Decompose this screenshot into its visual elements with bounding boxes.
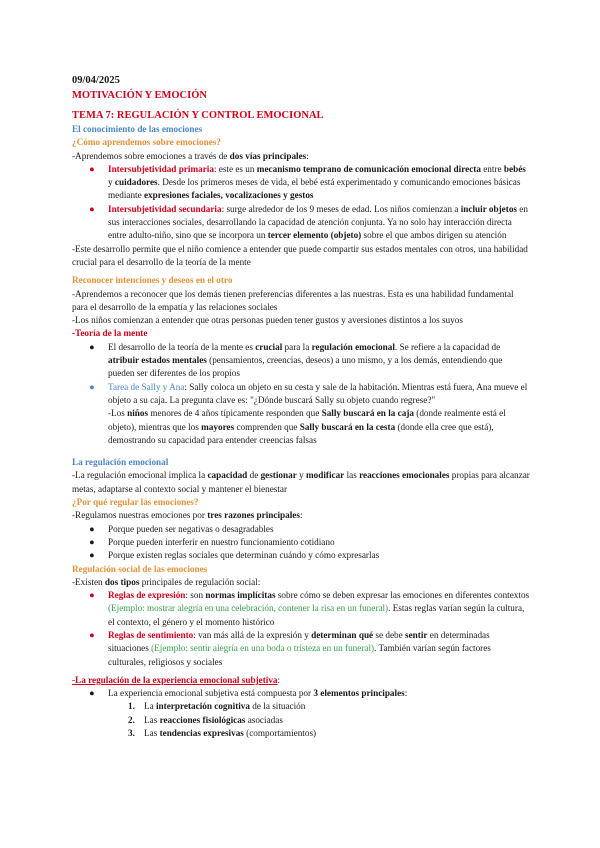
list-item: ● La experiencia emocional subjetiva está compuesta por 3 elementos principales: [72,687,530,700]
section-heading-regulacion-social: Regulación social de las emociones [72,563,208,574]
list-item: 2. Las reacciones fisiológicas asociadas [128,714,283,725]
paragraph: -Regulamos nuestras emociones por tres razones principales: [72,510,303,521]
paragraph: -La regulación emocional implica la capacidad de gestionar y modificar las reacciones emocionales propias para alcanzar metas, adaptarse al contexto social y mantener el bienestar [72,470,530,494]
question-por-que: ¿Por qué regular las emociones? [72,497,199,508]
bullet-icon: ● [89,523,95,534]
section-heading-experiencia: -La regulación de la experiencia emocional subjetiva: [72,674,281,685]
subheading-teoria-mente: -Teoría de la mente [72,328,148,339]
list-item: ● Intersubjetividad secundaria: surge alrededor de los 9 meses de edad. Los niños comienzan a incluir objetos en sus interacciones sociales, desarrollando la capacidad de atención conjunta. Ya no solo hay interacción directa entre adulto-niño, sino que se incorpora un tercer elemento (objeto) sobre el que ambos dirigen su atención [89,203,528,241]
list-item: ● Intersubjetividad primaria: este es un mecanismo temprano de comunicación emocional directa entre bebés y cuidadores. Desde los primeros meses de vida, el bebé está experimentado y comunicando emociones básicas mediante expresiones faciales, vocalizaciones y gestos [89,163,526,201]
paragraph: -Aprendemos a reconocer que los demás tienen preferencias diferentes a las nuestras. Esta es una habilidad fundamental para el desarrollo de la empatía y las relaciones sociales [72,288,514,312]
list-item: 1. La interpretación cognitiva de la situación [128,701,306,712]
list-item: ● Porque pueden ser negativas o desagradables [72,523,530,536]
bullet-icon: ● [89,590,95,601]
date: 09/04/2025 [72,75,120,86]
paragraph-closing: -Este desarrollo permite que el niño comience a entender que puede compartir sus estados mentales con otros, una habilidad crucial para el desarrollo de la teoría de la mente [72,243,528,267]
bullet-icon: ● [89,629,95,640]
list-item: ● Porque pueden interferir en nuestro funcionamiento cotidiano [72,536,530,549]
bullet-icon: ● [89,381,95,392]
document-page [72,73,530,740]
list-item: ● Reglas de expresión: son normas implícitas sobre cómo se deben expresar las emociones en diferentes contextos (Ejemplo: mostrar alegría en una celebración, contener la risa en un funeral). Estas reglas varían según la cultura, el contexto, el género y el momento histórico [89,590,530,627]
list-reglas [72,589,530,669]
bullet-icon: ● [89,688,95,699]
question-aprendemos: ¿Cómo aprendemos sobre emociones? [72,137,221,148]
list-item: ● Tarea de Sally y Ana: Sally coloca un objeto en su cesta y sale de la habitación. Mientras está fuera, Ana mueve el objeto a su caja. La pregunta clave es: "¿Dónde buscará Sally su objeto cuando regrese?" -Los niños menores de 4 años típicamente responden que Sally buscará en la caja (donde realmente está el objeto), mientras que los mayores comprenden que Sally buscará en la cesta (donde ella cree que está), demostrando su capacidad para entender creencias falsas [89,381,528,445]
paragraph: -Existen dos tipos principales de regulación social: [72,576,261,587]
list-razones [72,523,530,563]
list-item: ● Porque existen reglas sociales que determinan cuándo y cómo expresarlas [72,549,530,562]
section-heading-regulacion: La regulación emocional [72,457,169,468]
topic-title: TEMA 7: REGULACIÓN Y CONTROL EMOCIONAL [72,110,324,121]
subject-title: MOTIVACIÓN Y EMOCIÓN [72,90,207,101]
bullet-icon: ● [89,341,95,352]
list-teoria-mente [72,341,530,447]
list-item: ● El desarrollo de la teoría de la mente es crucial para la regulación emocional. Se refiere a la capacidad de atribuir estados mentales (pensamientos, creencias, deseos) a uno mismo, y a los demás, entendiendo que pueden ser diferentes de los propios [89,341,503,379]
section-heading-intenciones: Reconocer intenciones y deseos en el otro [72,275,233,286]
list-item: 3. Las tendencias expresivas (comportamientos) [128,728,317,739]
numbered-list-elementos [72,700,530,740]
list-experiencia [72,687,530,700]
list-item: ● Reglas de sentimiento: van más allá de la expresión y determinan qué se debe sentir en determinadas situaciones (Ejemplo: sentir alegría en una boda o tristeza en un funeral). También varían según factores culturales, religiosos y sociales [89,629,491,667]
bullet-icon: ● [89,203,95,214]
paragraph: -Los niños comienzan a entender que otras personas pueden tener gustos y aversiones distintos a los suyos [72,315,463,326]
list-intersubjetividad [72,163,530,243]
bullet-icon: ● [89,163,95,174]
section-heading-conocimiento: El conocimiento de las emociones [72,124,203,134]
bullet-icon: ● [89,550,95,561]
bullet-icon: ● [89,536,95,547]
paragraph-intro: -Aprendemos sobre emociones a través de dos vías principales: [72,150,309,161]
